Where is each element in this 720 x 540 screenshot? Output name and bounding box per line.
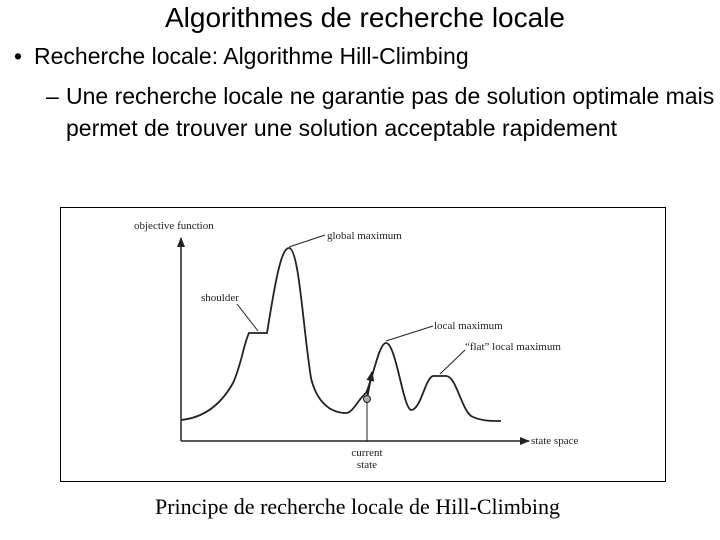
global-maximum-label: global maximum [327,230,402,242]
bullet-point-1 [14,40,469,72]
y-axis-label: objective function [134,220,214,232]
local-maximum-label: local maximum [434,320,503,332]
leader-shoulder [237,304,258,331]
bullet-icon: • [14,43,23,69]
leader-local-maximum [386,326,433,341]
sub-bullet-point [46,80,716,144]
hill-climbing-diagram [60,207,666,482]
current-state-label-line2: state [356,459,378,471]
leader-global-maximum [289,235,325,247]
landscape-curve [181,248,501,421]
current-state-arrow [367,372,372,398]
leader-flat-local-maximum [440,350,465,374]
current-state-label-line1: current [351,447,383,459]
shoulder-label: shoulder [201,292,239,304]
current-state-point [364,396,371,403]
sub-bullet-text: Une recherche locale ne garantie pas de solution optimale mais permet de trouver une solution acceptable rapidement [66,83,715,141]
figure-caption: Principe de recherche locale de Hill-Climbing [154,494,560,519]
flat-local-maximum-label: “flat” local maximum [465,341,561,353]
slide-title: Algorithmes de recherche locale [165,2,565,33]
state-space-landscape [61,208,667,483]
x-axis-label: state space [531,435,579,447]
bullet-1-text: Recherche locale: Algorithme Hill-Climbing [34,43,469,69]
dash-icon: – [46,83,59,109]
